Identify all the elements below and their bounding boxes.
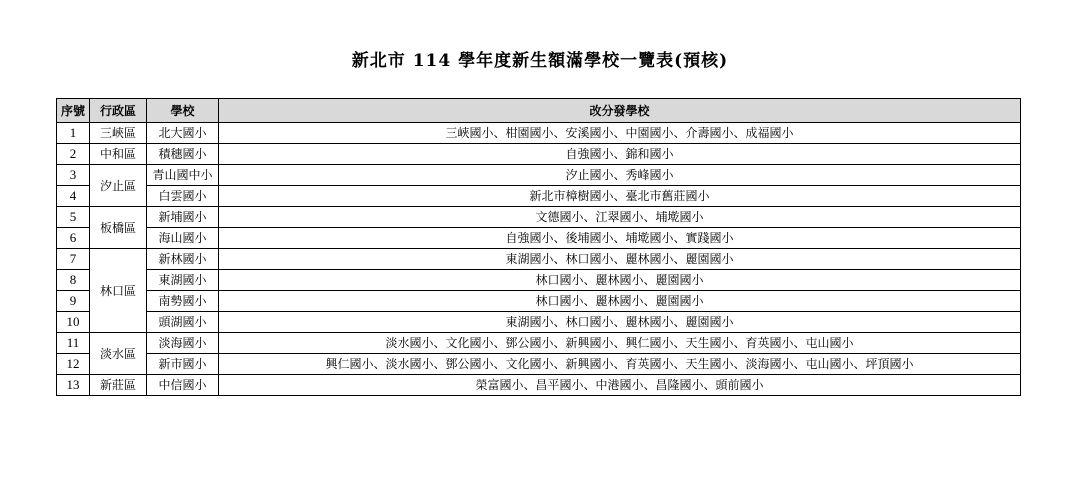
row-school: 積穗國小 <box>147 144 219 165</box>
row-reassign: 文德國小、江翠國小、埔墘國小 <box>219 207 1021 228</box>
header-reassign: 改分發學校 <box>219 99 1021 123</box>
row-school: 北大國小 <box>147 123 219 144</box>
table-row <box>57 144 1021 165</box>
table-row <box>57 123 1021 144</box>
row-district: 新莊區 <box>90 375 147 396</box>
row-no: 6 <box>57 228 90 249</box>
table-header-row <box>57 99 1021 123</box>
row-no: 8 <box>57 270 90 291</box>
row-school: 南勢國小 <box>147 291 219 312</box>
header-no: 序號 <box>57 99 90 123</box>
row-district: 板橋區 <box>90 207 147 249</box>
row-school: 新林國小 <box>147 249 219 270</box>
row-no: 7 <box>57 249 90 270</box>
row-no: 5 <box>57 207 90 228</box>
row-reassign: 東湖國小、林口國小、麗林國小、麗園國小 <box>219 249 1021 270</box>
row-district: 三峽區 <box>90 123 147 144</box>
row-district: 中和區 <box>90 144 147 165</box>
row-no: 1 <box>57 123 90 144</box>
table-row <box>57 228 1021 249</box>
table-row <box>57 354 1021 375</box>
row-school: 青山國中小 <box>147 165 219 186</box>
row-district: 淡水區 <box>90 333 147 375</box>
row-reassign: 自強國小、後埔國小、埔墘國小、實踐國小 <box>219 228 1021 249</box>
header-district: 行政區 <box>90 99 147 123</box>
row-reassign: 林口國小、麗林國小、麗園國小 <box>219 270 1021 291</box>
row-no: 13 <box>57 375 90 396</box>
table-row <box>57 312 1021 333</box>
table-row <box>57 186 1021 207</box>
row-school: 白雲國小 <box>147 186 219 207</box>
table-row <box>57 165 1021 186</box>
row-school: 淡海國小 <box>147 333 219 354</box>
row-no: 2 <box>57 144 90 165</box>
row-reassign: 自強國小、錦和國小 <box>219 144 1021 165</box>
header-school: 學校 <box>147 99 219 123</box>
row-reassign: 興仁國小、淡水國小、鄧公國小、文化國小、新興國小、育英國小、天生國小、淡海國小、屯山國小、坪頂國小 <box>219 354 1021 375</box>
row-school: 中信國小 <box>147 375 219 396</box>
row-district: 汐止區 <box>90 165 147 207</box>
row-district: 林口區 <box>90 249 147 333</box>
row-no: 12 <box>57 354 90 375</box>
row-reassign: 三峽國小、柑園國小、安溪國小、中園國小、介壽國小、成福國小 <box>219 123 1021 144</box>
row-no: 3 <box>57 165 90 186</box>
row-school: 新市國小 <box>147 354 219 375</box>
row-reassign: 新北市樟樹國小、臺北市舊莊國小 <box>219 186 1021 207</box>
table-row <box>57 207 1021 228</box>
table-row <box>57 375 1021 396</box>
row-reassign: 汐止國小、秀峰國小 <box>219 165 1021 186</box>
row-school: 東湖國小 <box>147 270 219 291</box>
table-row <box>57 333 1021 354</box>
row-school: 頭湖國小 <box>147 312 219 333</box>
row-school: 新埔國小 <box>147 207 219 228</box>
row-reassign: 林口國小、麗林國小、麗園國小 <box>219 291 1021 312</box>
row-no: 11 <box>57 333 90 354</box>
row-no: 4 <box>57 186 90 207</box>
school-table <box>56 98 1021 396</box>
table-row <box>57 291 1021 312</box>
row-reassign: 榮富國小、昌平國小、中港國小、昌隆國小、頭前國小 <box>219 375 1021 396</box>
table-row <box>57 249 1021 270</box>
row-school: 海山國小 <box>147 228 219 249</box>
page-title: 新北市 114 學年度新生額滿學校一覽表(預核) <box>351 51 729 71</box>
table-row <box>57 270 1021 291</box>
row-reassign: 東湖國小、林口國小、麗林國小、麗園國小 <box>219 312 1021 333</box>
row-no: 10 <box>57 312 90 333</box>
row-reassign: 淡水國小、文化國小、鄧公國小、新興國小、興仁國小、天生國小、育英國小、屯山國小 <box>219 333 1021 354</box>
row-no: 9 <box>57 291 90 312</box>
